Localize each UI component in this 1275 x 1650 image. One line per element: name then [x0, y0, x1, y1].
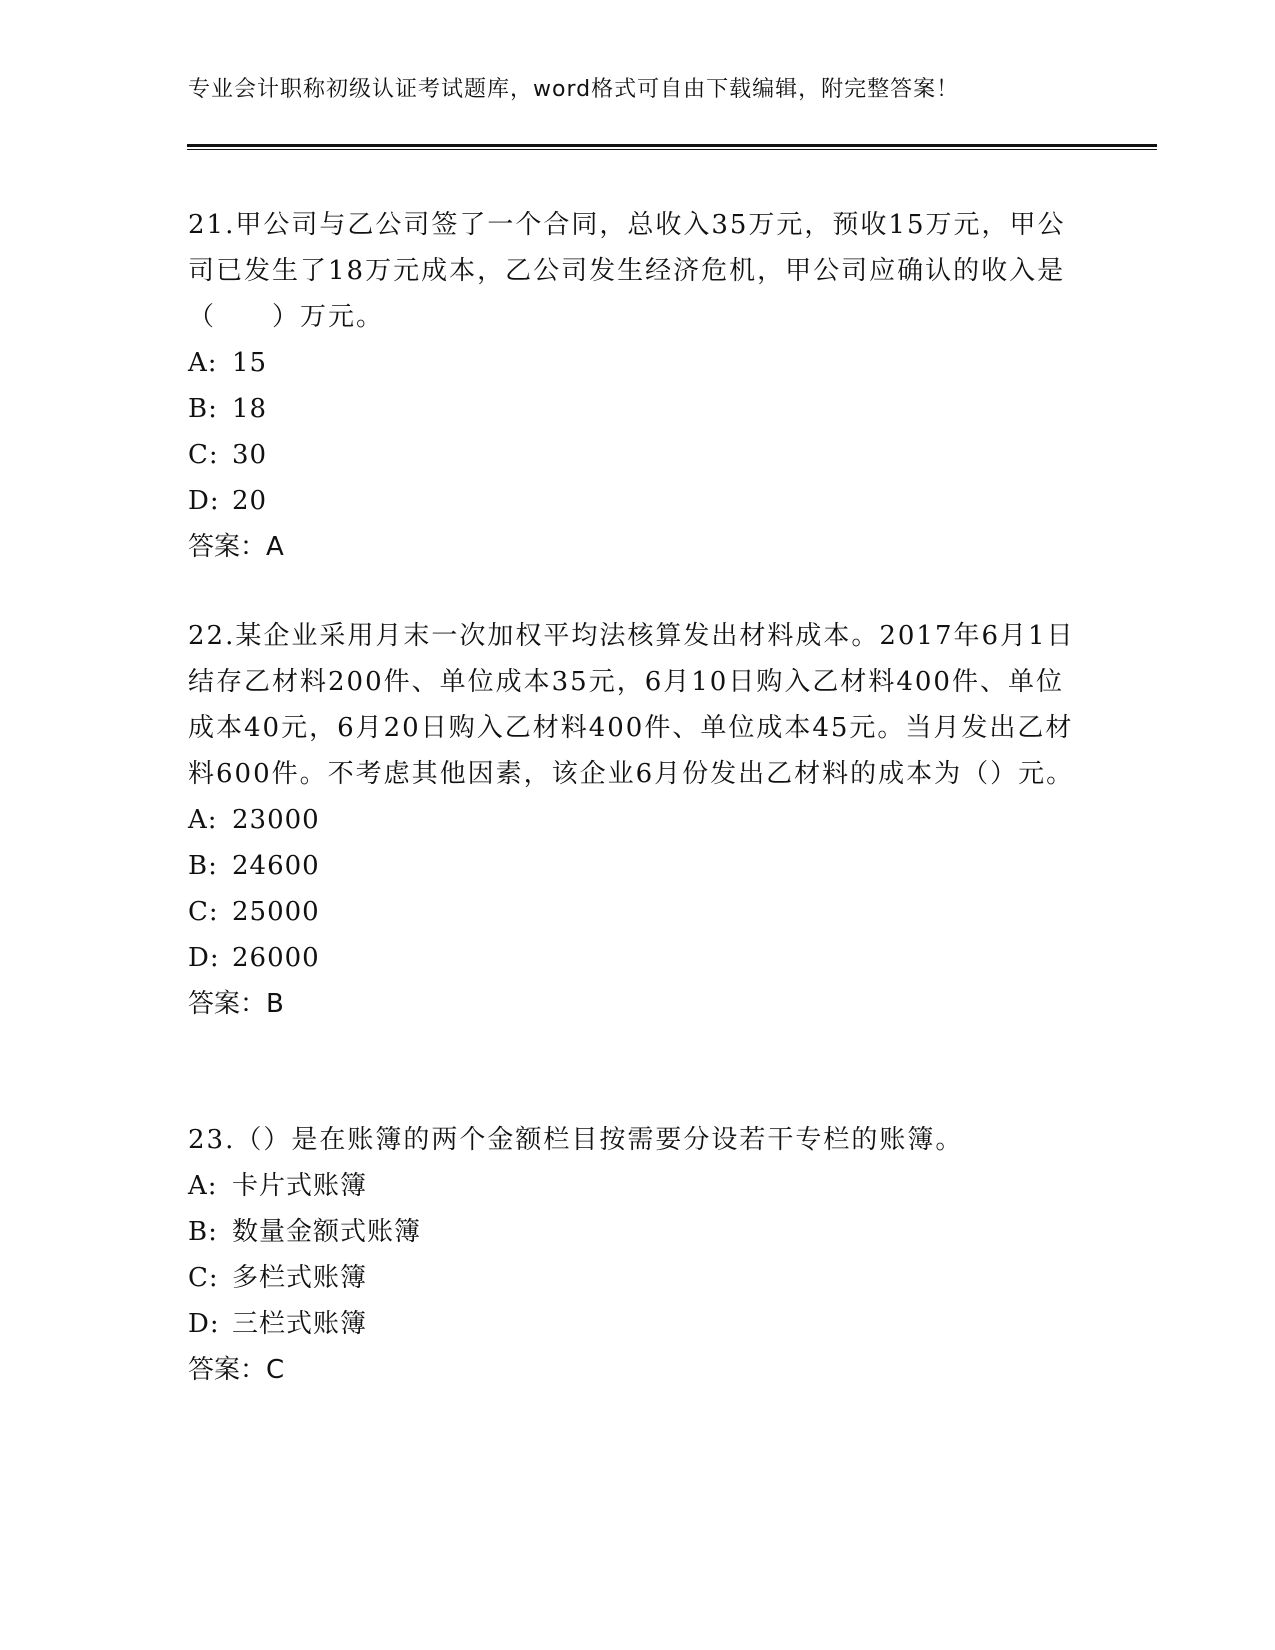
question-stem: 22.某企业采用月末一次加权平均法核算发出材料成本。2017年6月1日结存乙材料200件、单位成本35元，6月10日购入乙材料400件、单位成本40元，6月20日购入乙材料400件、单位成本45元。当月发出乙材料600件。不考虑其他因素，该企业6月份发出乙材料的成本为（）元。 — [188, 621, 1075, 789]
option-label: B: — [188, 1217, 218, 1247]
option-a — [188, 340, 1088, 386]
option-c — [188, 432, 1088, 478]
option-b — [188, 843, 1088, 889]
question-21 — [188, 202, 1088, 570]
option-text: 数量金额式账簿 — [232, 1217, 422, 1247]
option-label: D: — [188, 1309, 220, 1339]
option-text: 15 — [232, 348, 268, 378]
option-d — [188, 478, 1088, 524]
option-a — [188, 797, 1088, 843]
answer: 答案：C — [188, 1355, 285, 1385]
option-text: 25000 — [232, 897, 320, 927]
option-b — [188, 1209, 1088, 1255]
option-label: B: — [188, 394, 218, 424]
option-label: A: — [188, 348, 218, 378]
option-text: 30 — [232, 440, 268, 470]
option-b — [188, 386, 1088, 432]
option-text: 18 — [232, 394, 268, 424]
option-text: 24600 — [232, 851, 320, 881]
question-stem: 23.（）是在账簿的两个金额栏目按需要分设若干专栏的账簿。 — [188, 1125, 964, 1155]
header-divider — [187, 144, 1157, 147]
option-label: D: — [188, 486, 220, 516]
option-label: A: — [188, 805, 218, 835]
header-divider-thin — [187, 149, 1157, 150]
question-stem: 21.甲公司与乙公司签了一个合同，总收入35万元，预收15万元，甲公司已发生了18万元成本，乙公司发生经济危机，甲公司应确认的收入是（ ）万元。 — [188, 210, 1066, 332]
question-22 — [188, 613, 1088, 1027]
option-text: 多栏式账簿 — [232, 1263, 368, 1293]
answer: 答案：B — [188, 989, 284, 1019]
option-a — [188, 1163, 1088, 1209]
option-c — [188, 889, 1088, 935]
option-label: D: — [188, 943, 220, 973]
option-d — [188, 1301, 1088, 1347]
option-text: 三栏式账簿 — [232, 1309, 368, 1339]
option-label: C: — [188, 897, 219, 927]
answer: 答案：A — [188, 532, 284, 562]
option-label: A: — [188, 1171, 218, 1201]
option-label: C: — [188, 440, 219, 470]
option-text: 卡片式账簿 — [232, 1171, 368, 1201]
option-text: 26000 — [232, 943, 320, 973]
option-label: B: — [188, 851, 218, 881]
option-text: 23000 — [232, 805, 320, 835]
option-label: C: — [188, 1263, 219, 1293]
page-header: 专业会计职称初级认证考试题库，word格式可自由下载编辑，附完整答案！ — [188, 77, 960, 102]
option-c — [188, 1255, 1088, 1301]
option-text: 20 — [232, 486, 268, 516]
question-23 — [188, 1117, 1088, 1393]
option-d — [188, 935, 1088, 981]
